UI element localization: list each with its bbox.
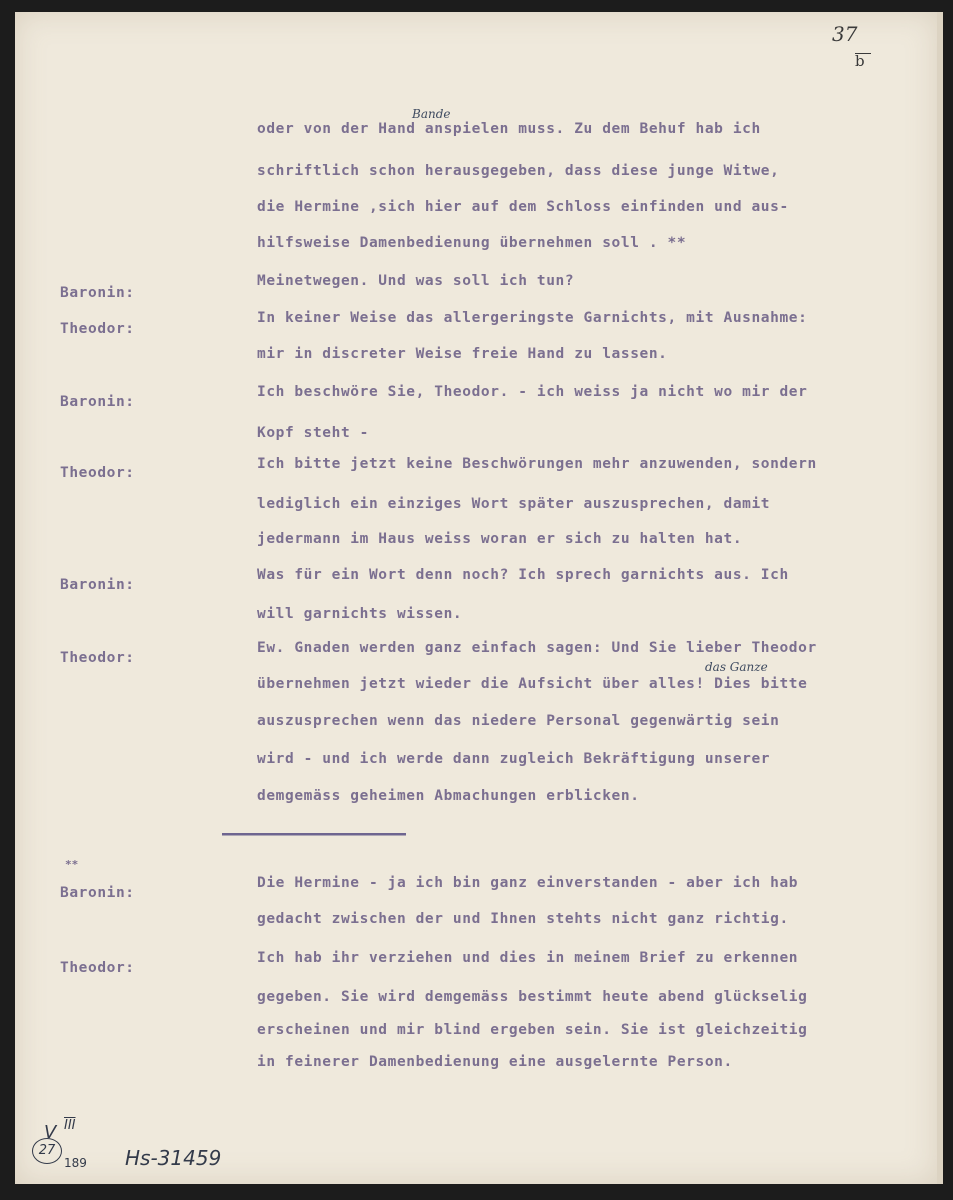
text-line-16: übernehmen jetzt wieder die Aufsicht über alles! Dies bitte xyxy=(257,676,808,692)
speaker-label: Baronin: xyxy=(60,577,135,593)
speaker-label: Theodor: xyxy=(60,321,135,337)
text-line-11: lediglich ein einziges Wort später auszusprechen, damit xyxy=(257,496,771,512)
text-line-1: oder von der Hand anspielen muss. Zu dem Behuf hab ich xyxy=(257,121,761,137)
text-line-13: Was für ein Wort denn noch? Ich sprech garnichts aus. Ich xyxy=(257,567,789,583)
text-line-10: Ich bitte jetzt keine Beschwörungen mehr anzuwenden, sondern xyxy=(257,456,817,472)
text-line-18: wird - und ich werde dann zugleich Bekräftigung unserer xyxy=(257,751,771,767)
page-edge xyxy=(937,12,943,1184)
archive-volume: V xyxy=(44,1122,57,1143)
text-line-20: Die Hermine - ja ich bin ganz einverstanden - aber ich hab xyxy=(257,875,799,891)
page-number: 37 xyxy=(832,22,858,46)
text-line-19: demgemäss geheimen Abmachungen erblicken. xyxy=(257,788,640,804)
text-line-15: Ew. Gnaden werden ganz einfach sagen: Und Sie lieber Theodor xyxy=(257,640,817,656)
text-line-25: in feinerer Damenbedienung eine ausgelernte Person. xyxy=(257,1054,733,1070)
text-line-9: Kopf steht - xyxy=(257,425,369,441)
text-line-22: Ich hab ihr verziehen und dies in meinem Brief zu erkennen xyxy=(257,950,799,966)
handwritten-correction-bande: Bande xyxy=(412,107,451,121)
text-line-24: erscheinen und mir blind ergeben sein. Sie ist gleichzeitig xyxy=(257,1022,808,1038)
speaker-label: Baronin: xyxy=(60,885,135,901)
text-line-8: Ich beschwöre Sie, Theodor. - ich weiss ja nicht wo mir der xyxy=(257,384,808,400)
speaker-label: Baronin: xyxy=(60,285,135,301)
text-line-5: Meinetwegen. Und was soll ich tun? xyxy=(257,273,575,289)
speaker-label: Baronin: xyxy=(60,394,135,410)
archive-volume-number: $\overline{III}$ xyxy=(64,1118,76,1133)
text-line-2: schriftlich schon herausgegeben, dass diese junge Witwe, xyxy=(257,163,780,179)
text-line-6: In keiner Weise das allergeringste Garnichts, mit Ausnahme: xyxy=(257,310,808,326)
text-line-17: auszusprechen wenn das niedere Personal gegenwärtig sein xyxy=(257,713,780,729)
speaker-label: Theodor: xyxy=(60,960,135,976)
text-line-7: mir in discreter Weise freie Hand zu lassen. xyxy=(257,346,668,362)
page-number-sub: b xyxy=(855,52,865,70)
document-page xyxy=(15,12,937,1184)
text-line-21: gedacht zwischen der und Ihnen stehts nicht ganz richtig. xyxy=(257,911,789,927)
insertion-mark: ** xyxy=(65,858,79,871)
handwritten-correction-das-ganze: das Ganze xyxy=(705,660,768,674)
text-line-12: jedermann im Haus weiss woran er sich zu halten hat. xyxy=(257,531,743,547)
text-line-3: die Hermine ,sich hier auf dem Schloss einfinden und aus- xyxy=(257,199,789,215)
text-line-14: will garnichts wissen. xyxy=(257,606,463,622)
archive-circled-number: 27 xyxy=(32,1138,62,1164)
text-line-23: gegeben. Sie wird demgemäss bestimmt heute abend glückselig xyxy=(257,989,808,1005)
speaker-label: Theodor: xyxy=(60,650,135,666)
text-line-4: hilfsweise Damenbedienung übernehmen soll . ** xyxy=(257,235,687,251)
section-divider xyxy=(222,833,406,835)
speaker-label: Theodor: xyxy=(60,465,135,481)
archive-shelfmark: Hs-31459 xyxy=(125,1146,222,1170)
archive-folio: 189 xyxy=(64,1156,87,1170)
